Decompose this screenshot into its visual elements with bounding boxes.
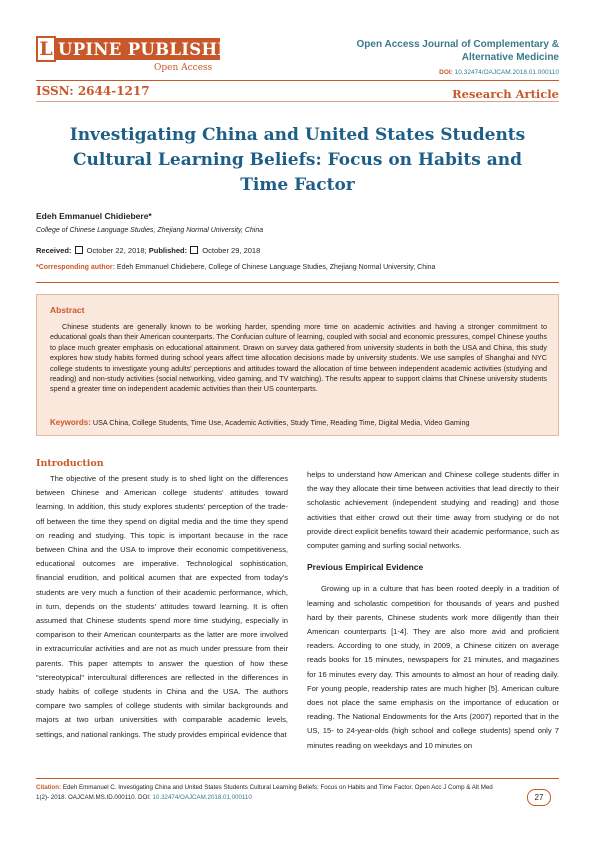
corresponding-author-text: Edeh Emmanuel Chidiebere, College of Chinese Language Studies, Zhejiang Normal University, China (116, 264, 436, 271)
received-date: October 22, 2018; (86, 246, 147, 255)
publisher-logo-text: UPINE PUBLISHERS (58, 40, 257, 59)
footer-divider (36, 778, 559, 779)
citation-text: Edeh Emmanuel C. Investigating China and United States Students Cultural Learning Beliefs: Focus on Habits and Time Factor. Open Acc J Comp & Alt Med 1(2)- 2018. OAJCAM.MS.ID.000110. DOI: (36, 784, 493, 801)
journal-title-line1: Open Access Journal of Complementary & (356, 39, 559, 50)
abstract-heading: Abstract (50, 305, 85, 315)
right-column (307, 468, 559, 753)
introduction-paragraph: The objective of the present study is to shed light on the differences between Chinese and American college students' attitudes toward learning. In addition, this study explores students' perception of the trade-off between the time they spend on digital media and the time they spend on reading and studying. This topic is important because in the race between China and the USA to improve their economic competitiveness, educational outcomes are imperative. Technological sophistication, financial erudition, and political acumen that are expected from today's students are very much a function of their academic performance, which, in turn, depends on the students' attitudes toward learning. It is often assumed that Chinese students spend more time studying, especially in comparison to their American counterparts as the latter are more involved in extracurricular activities and are not as much under pressure from their parents. This paper attempts to answer the question of how these "stereotypical" intercultural differences are reflected in the differences in study habits of college students in China and the USA. The authors compare two samples of college students with similar backgrounds and majors at two urban universities with comparable academic levels, settings, and national rankings. The study provides empirical evidence that (36, 474, 288, 739)
calendar-icon (190, 246, 198, 254)
page-number: 27 (527, 789, 551, 806)
keywords-text: USA China, College Students, Time Use, Academic Activities, Study Time, Reading Time, Digital Media, Video Gaming (92, 418, 470, 427)
publication-dates (36, 246, 260, 255)
citation-footer (36, 783, 506, 803)
previous-evidence-heading: Previous Empirical Evidence (307, 562, 424, 573)
open-access-label: Open Access (154, 63, 213, 73)
abstract-text: Chinese students are generally known to be working harder, spending more time on academic activities and having a stronger commitment to educational goals than their American counterparts. The Confucian culture of learning, coupled with social and economic pressures, compel Chinese youths to place much greater emphasis on educational attainment. Drawn on survey data gathered from university students in both the USA and China, this study explores how study habits formed during school years affect time allocation decisions made by university students. We use samples of Shanghai and NYC college students to investigate young adults' perceptions and attitudes toward the allocation of time between independent academic activities (studying and reading) and non-study activities (social networking, video gaming, and TV watching). The results appear to support claims that Chinese university students spend a greater time on independent academic activities than their US counterparts. (50, 322, 547, 394)
citation-label: Citation: (36, 784, 62, 791)
published-date: October 29, 2018 (202, 246, 261, 255)
paper-title: Investigating China and United States Students Cultural Learning Beliefs: Focus on Habits and Time Factor (69, 125, 526, 195)
introduction-heading: Introduction (36, 458, 104, 469)
introduction-continued-paragraph: helps to understand how American and Chinese college students differ in the way they allocate their time between activities that lead directly to their scholastic achievement (independent studying and reading) and those activities that either crowd out their time away from studying or do not provide direct explicit benefits toward their academic performance, such as computer gaming and surfing social networks. (307, 470, 559, 551)
previous-evidence-paragraph: Growing up in a culture that has been rooted deeply in a tradition of learning and scholastic competition for thousands of years and pushed hard by their parents, Chinese students work more diligently than their American counterparts [1-4]. They are also more avid and proficient readers. According to one study, in 2009, a Chinese citizen on average reads books for 15 minutes, newspapers for 21 minutes, and magazines for 16 minutes every day. This amounts to almost an hour of reading daily. For young people, readership rates are much higher [5]. American culture does not place the same emphasis on the importance of education or reading. The National Endowments for the Arts (2007) reported that in the US, 15- to 24-year-olds (high school and college students) spend only 7 minutes reading on weekdays and 10 minutes on (307, 584, 559, 750)
published-label: Published: (148, 246, 188, 255)
doi-line (439, 69, 559, 76)
keywords-line (50, 418, 547, 427)
doi-label: DOI: (439, 69, 453, 76)
corresponding-author-label: *Corresponding author: (36, 264, 115, 271)
introduction-column (36, 472, 288, 742)
received-label: Received: (36, 246, 72, 255)
corresponding-author (36, 264, 435, 271)
doi-link[interactable]: 10.32474/OAJCAM.2018.01.000110 (454, 69, 559, 76)
journal-title-line2: Alternative Medicine (461, 52, 559, 63)
author-name: Edeh Emmanuel Chidiebere* (36, 211, 152, 221)
publisher-logo-letter: L (36, 36, 56, 62)
citation-doi-link[interactable]: 10.32474/OAJCAM.2018.01.000110 (152, 794, 252, 801)
title-divider (36, 282, 559, 283)
keywords-label: Keywords: (50, 418, 91, 427)
author-affiliation: College of Chinese Language Studies, Zhejiang Normal University, China (36, 227, 264, 234)
header-divider (36, 80, 559, 81)
header-divider-2 (36, 101, 559, 102)
journal-title (329, 38, 559, 64)
issn-label: ISSN: 2644-1217 (36, 84, 150, 98)
article-type-label: Research Article (452, 87, 559, 101)
calendar-icon (75, 246, 83, 254)
